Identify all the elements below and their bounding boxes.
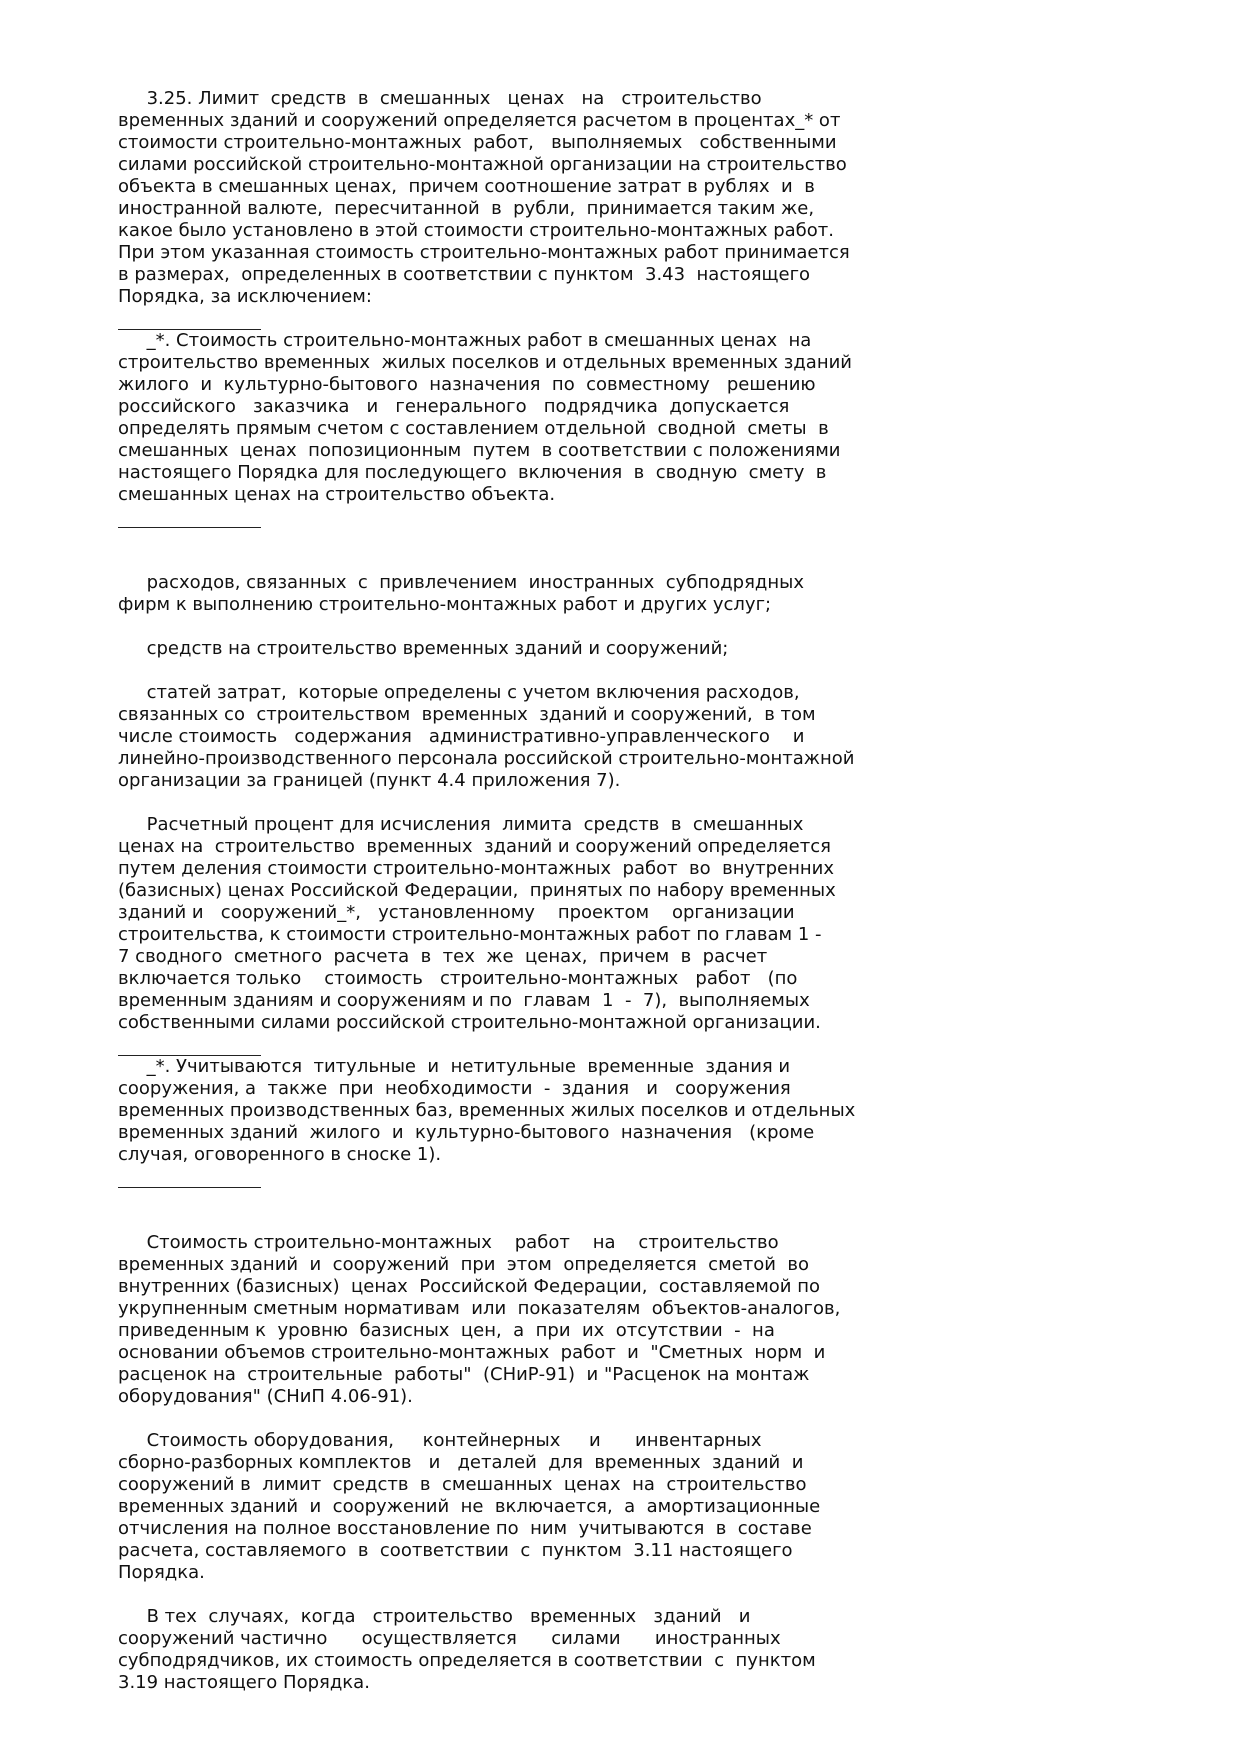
spacer: [118, 660, 1138, 682]
list-item-temporary-buildings: средств на строительство временных зданий и сооружений;: [118, 638, 729, 659]
spacer: [118, 1584, 1138, 1606]
spacer: [118, 528, 1138, 550]
list-item-foreign-subcontractors: расходов, связанных с привлечением иностранных субподрядных фирм к выполнению строительно-монтажных работ и других услуг;: [118, 572, 804, 615]
paragraph-cost-estimate: Стоимость строительно-монтажных работ на строительство временных зданий и сооружений при этом определяется сметой во внутренних (базисных) ценах Российской Федерации, составляемой по укрупненным сметным нормативам или показателям объектов-аналогов, приведенным к уровню базисных цен, а при их отсутствии - на основании объемов строительно-монтажных работ и "Сметных норм и расценок на строительные работы" (СНиР-91) и "Расценок на монтаж оборудования" (СНиП 4.06-91).: [118, 1232, 841, 1407]
paragraph-calculated-percent: Расчетный процент для исчисления лимита средств в смешанных ценах на строительство временных зданий и сооружений определяется путем деления стоимости строительно-монтажных работ во внутренних (базисных) ценах Российской Федерации, принятых по набору временных зданий и сооружений_*, установленному проектом организации строительства, к стоимости строительно-монтажных работ по главам 1 - 7 сводного сметного расчета в тех же ценах, причем в расчет включается только стоимость строительно-монтажных работ (по временным зданиям и сооружениям и по главам 1 - 7), выполняемых собственными силами российской строительно-монтажной организации.: [118, 814, 836, 1033]
spacer: [118, 1408, 1138, 1430]
paragraph-foreign-subcontractors: В тех случаях, когда строительство временных зданий и сооружений частично осуществляется силами иностранных субподрядчиков, их стоимость определяется в соответствии с пунктом 3.19 настоящего Порядка.: [118, 1606, 816, 1693]
spacer: [118, 792, 1138, 814]
footnote-1: _*. Стоимость строительно-монтажных работ в смешанных ценах на строительство временных жилых поселков и отдельных временных зданий жилого и культурно-бытового назначения по совместному решению российского заказчика и генерального подрядчика допускается определять прямым счетом с составлением отдельной сводной сметы в смешанных ценах попозиционным путем в соответствии с положениями настоящего Порядка для последующего включения в сводную смету в смешанных ценах на строительство объекта.: [118, 330, 853, 505]
document-page: [118, 88, 1138, 1694]
paragraph-3-25: 3.25. Лимит средств в смешанных ценах на строительство временных зданий и сооружений определяется расчетом в процентах_* от стоимости строительно-монтажных работ, выполняемых собственными силами российской строительно-монтажной организации на строительство объекта в смешанных ценах, причем соотношение затрат в рублях и в иностранной валюте, пересчитанной в рубли, принимается таким же, какое было установлено в этой стоимости строительно-монтажных работ. При этом указанная стоимость строительно-монтажных работ принимается в размерах, определенных в соответствии с пунктом 3.43 настоящего Порядка, за исключением:: [118, 88, 850, 307]
spacer: [118, 550, 1138, 572]
list-item-cost-items: статей затрат, которые определены с учетом включения расходов, связанных со строительством временных зданий и сооружений, в том числе стоимость содержания административно-управленческого и линейно-производственного персонала российской строительно-монтажной организации за границей (пункт 4.4 приложения 7).: [118, 682, 855, 791]
footnote-2: _*. Учитываются титульные и нетитульные временные здания и сооружения, а также при необходимости - здания и сооружения временных производственных баз, временных жилых поселков и отдельных временных зданий жилого и культурно-бытового назначения (кроме случая, оговоренного в сноске 1).: [118, 1056, 856, 1165]
spacer: [118, 1210, 1138, 1232]
spacer: [118, 616, 1138, 638]
paragraph-equipment-cost: Стоимость оборудования, контейнерных и инвентарных сборно-разборных комплектов и деталей для временных зданий и сооружений в лимит средств в смешанных ценах на строительство временных зданий и сооружений не включается, а амортизационные отчисления на полное восстановление по ним учитываются в составе расчета, составляемого в соответствии с пунктом 3.11 настоящего Порядка.: [118, 1430, 821, 1583]
spacer: [118, 1188, 1138, 1210]
